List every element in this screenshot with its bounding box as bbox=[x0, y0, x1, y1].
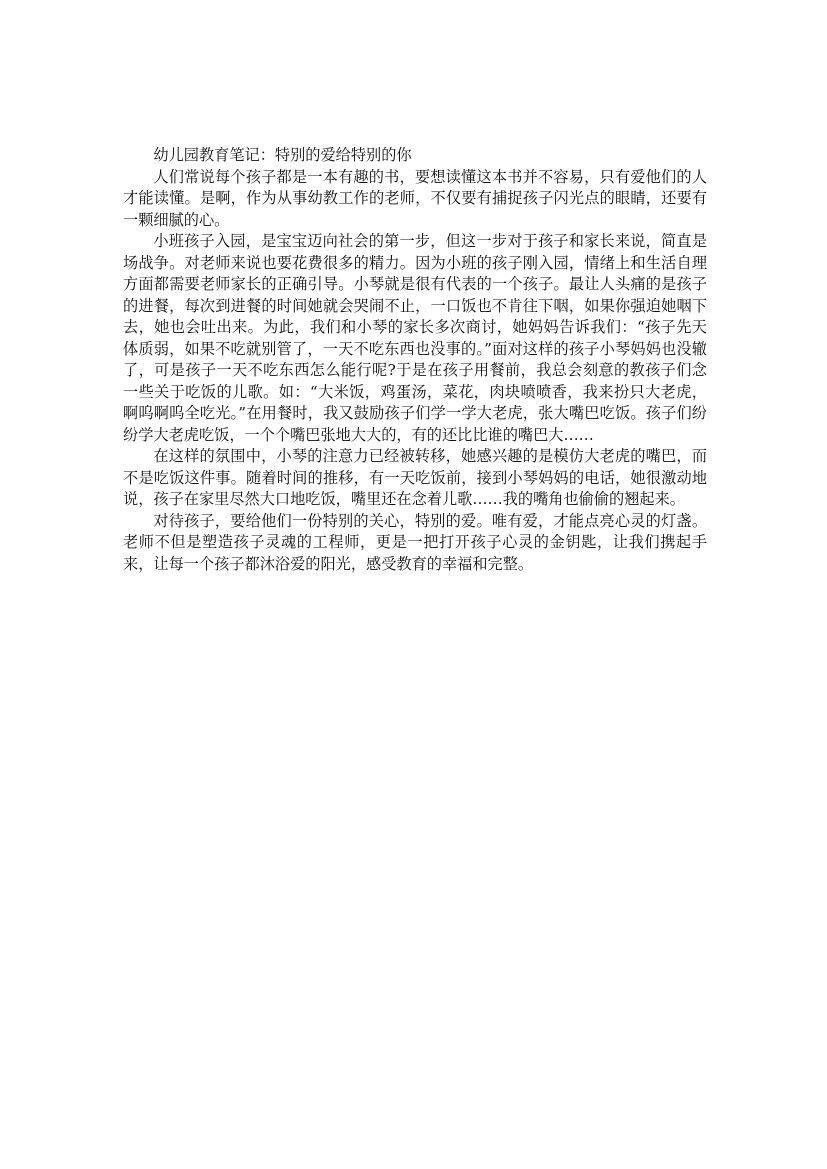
document-body bbox=[123, 145, 707, 575]
paragraph-intro: 人们常说每个孩子都是一本有趣的书，要想读懂这本书并不容易，只有爱他们的人才能读懂。是啊，作为从事幼教工作的老师，不仅要有捕捉孩子闪光点的眼睛，还要有一颗细腻的心。 bbox=[123, 167, 707, 229]
paragraph-story: 小班孩子入园，是宝宝迈向社会的第一步，但这一步对于孩子和家长来说，简直是场战争。对老师来说也要花费很多的精力。因为小班的孩子刚入园，情绪上和生活自理方面都需要老师家长的正确引导。小琴就是很有代表的一个孩子。最让人头痛的是孩子的进餐，每次到进餐的时间她就会哭闹不止，一口饭也不肯往下咽，如果你强迫她咽下去，她也会吐出来。为此，我们和小琴的家长多次商讨，她妈妈告诉我们：“孩子先天体质弱，如果不吃就别管了，一天不吃东西也没事的。”面对这样的孩子小琴妈妈也没辙了，可是孩子一天不吃东西怎么能行呢?于是在孩子用餐前，我总会刻意的教孩子们念一些关于吃饭的儿歌。如：“大米饭，鸡蛋汤，菜花，肉块喷喷香，我来扮只大老虎，啊呜啊呜全吃光。”在用餐时，我又鼓励孩子们学一学大老虎，张大嘴巴吃饭。孩子们纷纷学大老虎吃饭，一个个嘴巴张地大大的，有的还比比谁的嘴巴大…… bbox=[123, 232, 707, 444]
paragraph-conclusion: 对待孩子，要给他们一份特别的关心，特别的爱。唯有爱，才能点亮心灵的灯盏。老师不但是塑造孩子灵魂的工程师，更是一把打开孩子心灵的金钥匙，让我们携起手来，让每一个孩子都沐浴爱的阳光，感受教育的幸福和完整。 bbox=[123, 511, 707, 573]
document-title: 幼儿园教育笔记：特别的爱给特别的你 bbox=[153, 146, 412, 164]
paragraph-result: 在这样的氛围中，小琴的注意力已经被转移，她感兴趣的是模仿大老虎的嘴巴，而不是吃饭这件事。随着时间的推移，有一天吃饭前，接到小琴妈妈的电话，她很激动地说，孩子在家里尽然大口地吃饭，嘴里还在念着儿歌……我的嘴角也偷偷的翘起来。 bbox=[123, 447, 707, 508]
